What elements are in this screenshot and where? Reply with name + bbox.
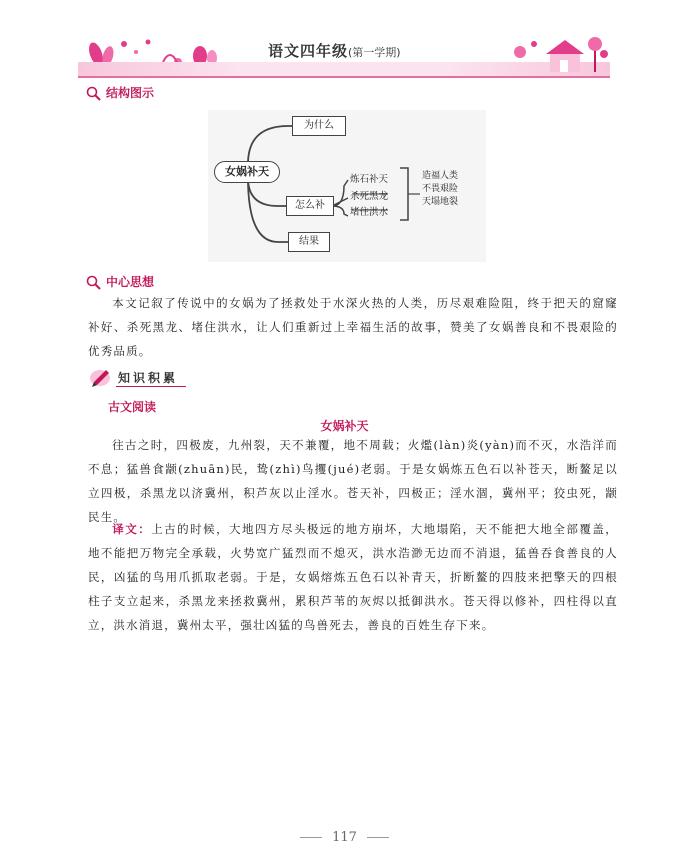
pen-scroll-icon xyxy=(88,366,114,388)
classical-paragraph xyxy=(88,433,618,529)
quality-item: 造福人类 xyxy=(422,171,459,181)
action-item: 炼石补天 xyxy=(350,174,389,185)
knowledge-underline xyxy=(116,386,186,387)
why-node: 为什么 xyxy=(292,116,346,136)
page-header xyxy=(78,32,610,82)
house-decoration-right xyxy=(500,32,610,78)
actions-list xyxy=(350,172,400,222)
central-idea-heading-text: 中心思想 xyxy=(106,275,155,289)
magnifier-icon xyxy=(86,86,102,102)
quality-item: 不畏艰险 xyxy=(422,184,459,194)
knowledge-heading xyxy=(88,366,198,388)
book-title xyxy=(268,40,401,61)
center-node: 女娲补天 xyxy=(214,161,280,183)
structure-heading xyxy=(86,84,154,102)
page-number xyxy=(0,830,689,845)
structure-diagram xyxy=(208,110,486,262)
classical-title: 女娲补天 xyxy=(320,419,369,433)
central-idea-text: 本文记叙了传说中的女娲为了拯救处于水深火热的人类，历尽艰难险阻，终于把天的窟窿补好、杀死黑龙、堵住洪水，让人们重新过上幸福生活的故事，赞美了女娲善良和不畏艰险的优秀品质。 xyxy=(88,296,618,358)
action-item: 堵住洪水 xyxy=(350,207,389,218)
structure-heading-text: 结构图示 xyxy=(106,86,155,100)
classical-heading: 古文阅读 xyxy=(108,400,157,414)
page-number-value: 117 xyxy=(332,830,357,845)
translation-label: 译文： xyxy=(112,522,152,536)
book-title-main: 语文四年级 xyxy=(268,42,349,60)
how-node: 怎么补 xyxy=(286,196,334,216)
action-item: 杀死黑龙 xyxy=(350,190,389,202)
magnifier-icon xyxy=(86,275,102,291)
translation-text: 上古的时候，大地四方尽头极远的地方崩坏，大地塌陷，天不能把大地全部覆盖，地不能把万物完全承载，火势宽广猛烈而不熄灭，洪水浩渺无边而不消退，猛兽吞食善良的人民，凶猛的鸟用爪抓取老弱。于是，女娲熔炼五色石以补青天，折断鳌的四肢来把擎天的四根柱子支立起来，杀黑龙来拯救冀州，累积芦苇的灰烬以抵御洪水。苍天得以修补，四柱得以直立，洪水消退，冀州太平，强壮凶猛的鸟兽死去，善良的百姓生存下来。 xyxy=(88,522,618,632)
knowledge-heading-text: 知识积累 xyxy=(118,371,179,385)
central-idea-paragraph xyxy=(88,291,618,363)
result-node: 结果 xyxy=(288,232,330,252)
classical-text: 往古之时，四极废，九州裂，天不兼覆，地不周载；火爁(làn)炎(yàn)而不灭，水浩洋而不息；猛兽食颛(zhuān)民，鸷(zhì)鸟攫(jué)老弱。于是女娲炼五色石以补苍天，断鳌足以立四极，杀黑龙以济冀州，积芦灰以止淫水。苍天补，四极正；淫水涸，冀州平；狡虫死，颛民生。 xyxy=(88,438,618,524)
qualities-list xyxy=(422,170,482,209)
translation-paragraph xyxy=(88,517,618,637)
quality-item: 天塌地裂 xyxy=(422,197,459,207)
central-idea-heading xyxy=(86,273,154,291)
book-title-sub: (第一学期) xyxy=(348,46,401,59)
